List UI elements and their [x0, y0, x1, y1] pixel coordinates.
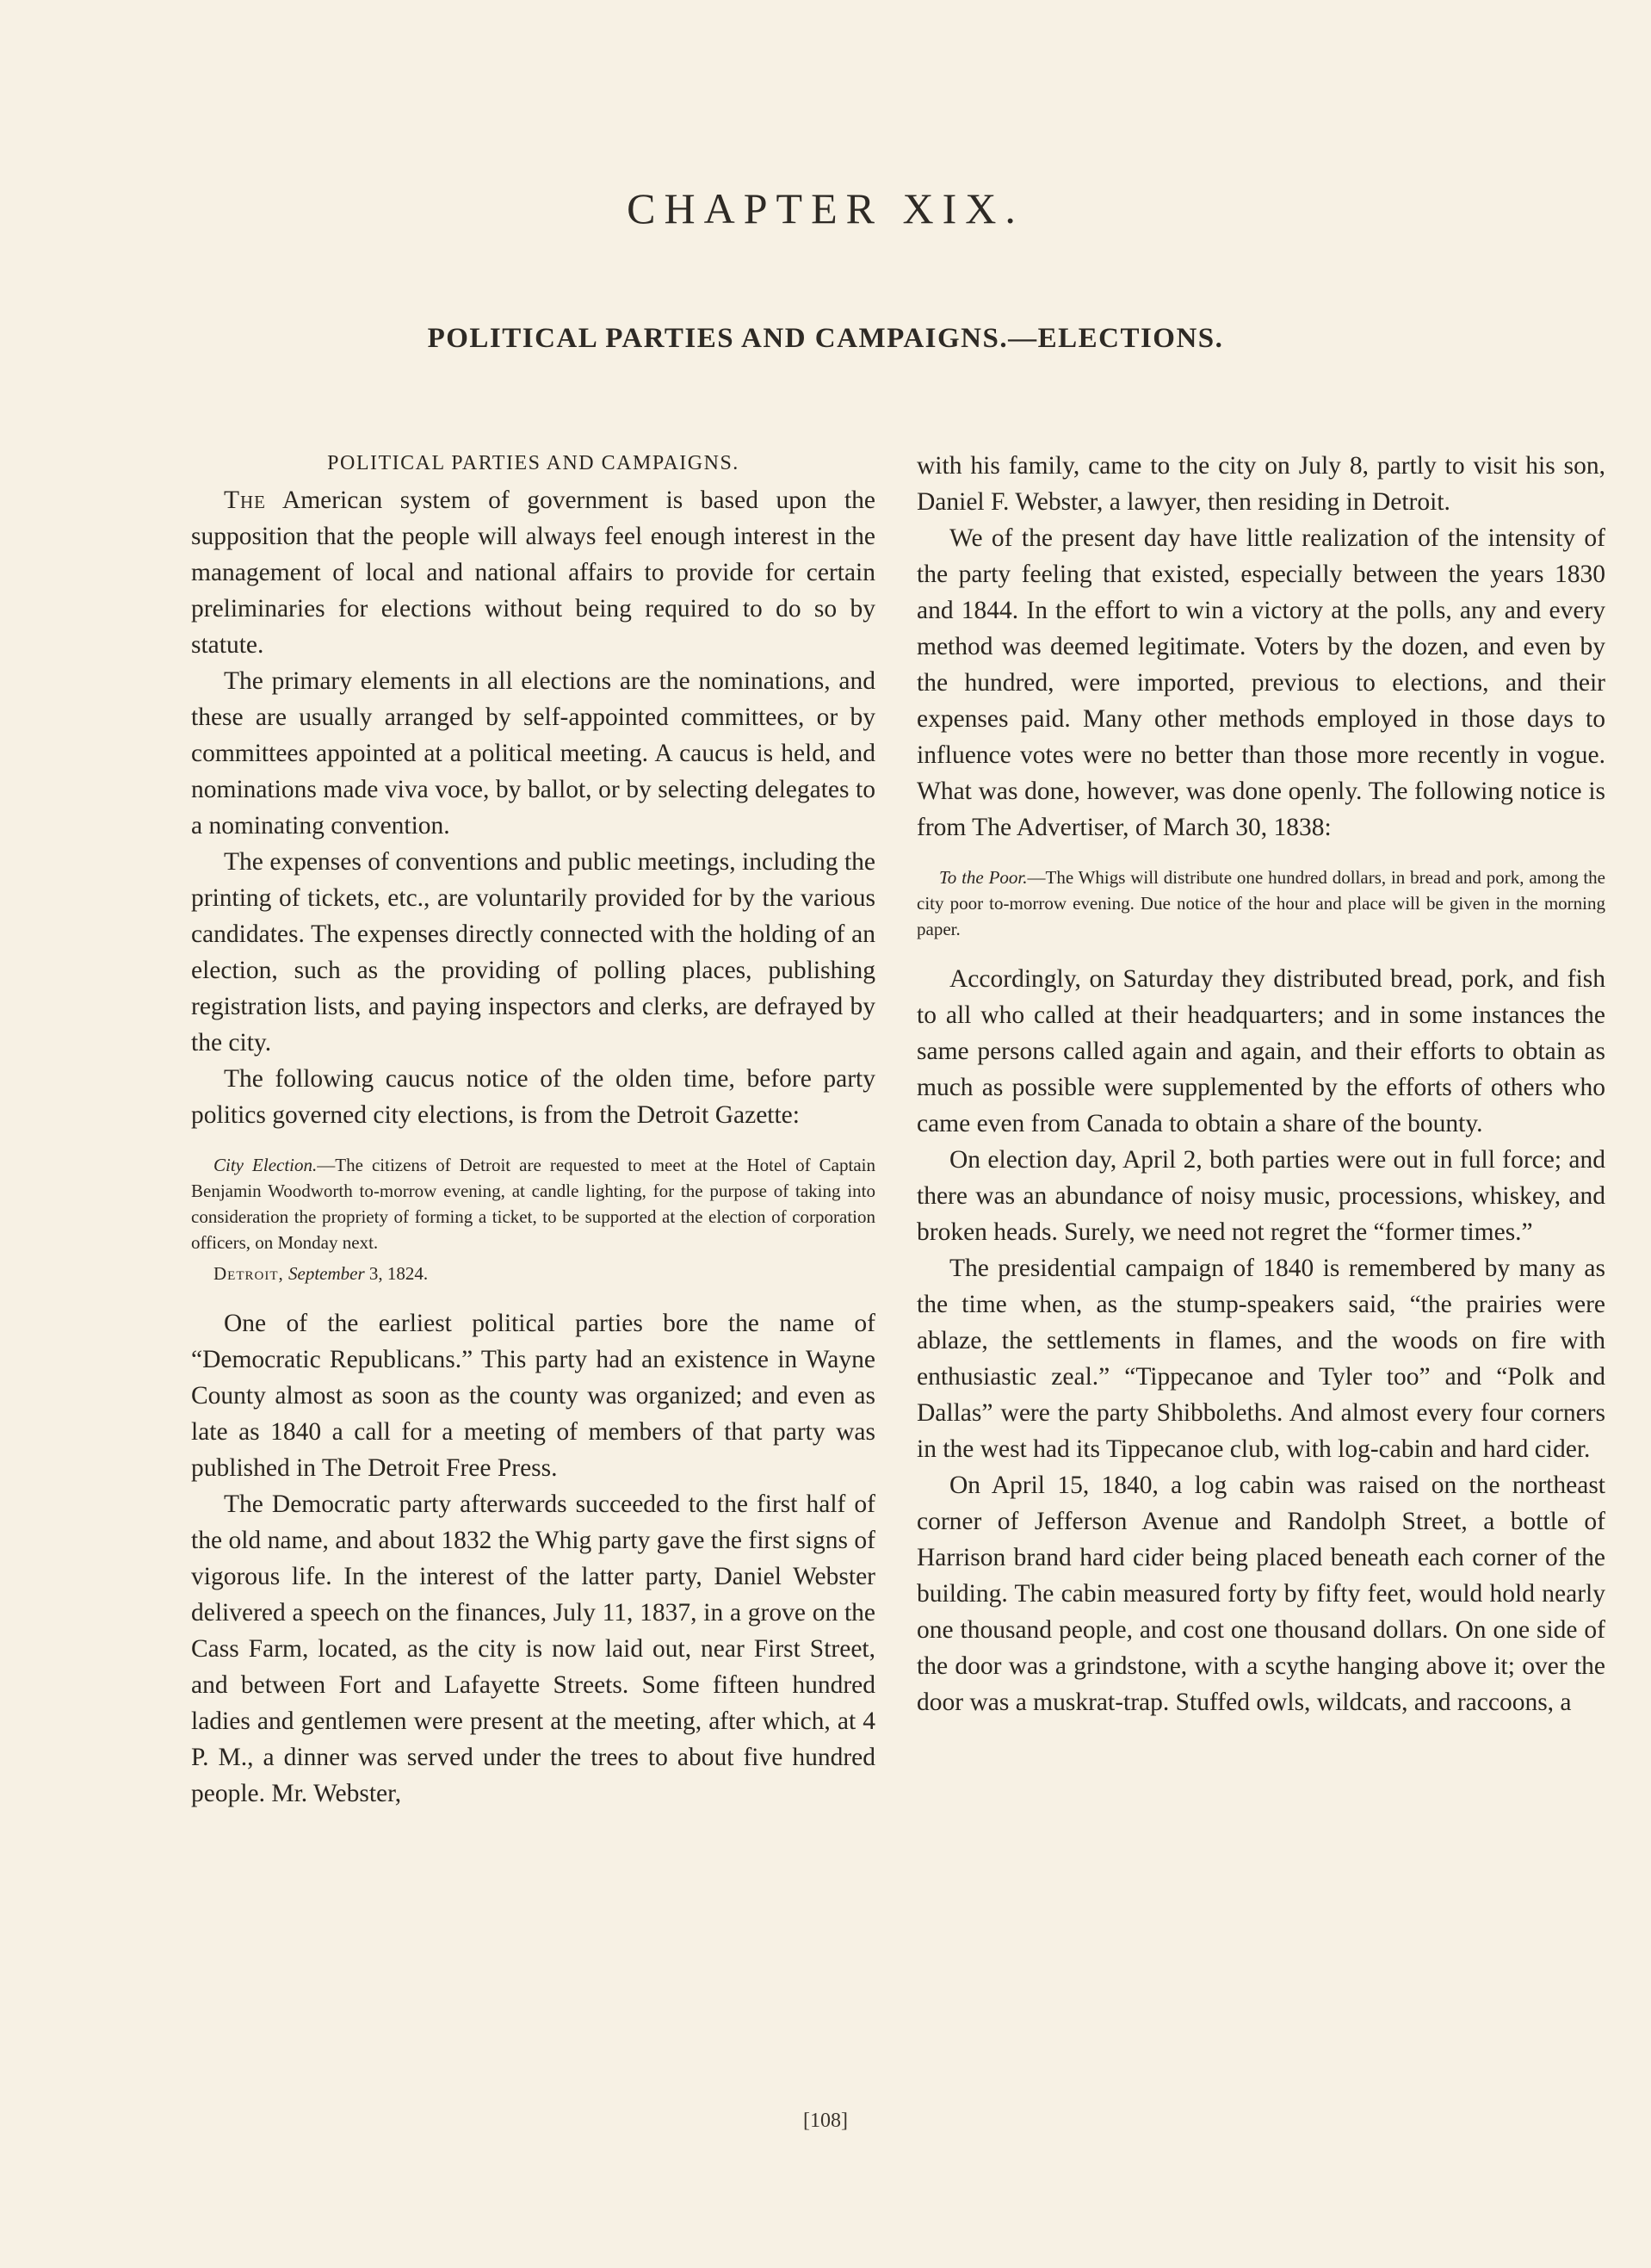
paragraph: On April 15, 1840, a log cabin was raised on the northeast corner of Jefferson Avenue and Randolph Street, a bottle of Harrison brand hard cider being placed beneath each corner of the building. The cabin measured forty by fifty feet, would hold nearly one thousand people, and cost one thousand dollars. On one side of the door was a grindstone, with a scythe hanging above it; over the door was a muskrat-trap. Stuffed owls, wildcats, and raccoons, a: [917, 1472, 1605, 1716]
quote-body: —The citizens of Detroit are requested to meet at the Hotel of Captain Benjamin Woodworth to-morrow evening, at candle lighting, for the purpose of taking into consideration the propriety of forming a ticket, to be supported at the election of corporation officers, on Monday next.: [191, 1155, 875, 1253]
quote-dateline: [191, 1261, 875, 1286]
paragraph-text: American system of government is based upon the supposition that the people will always feel enough interest in the management of local and national affairs to provide for certain preliminaries for elections without being required to do so by statute.: [191, 486, 875, 659]
lead-word: The: [224, 486, 267, 514]
paragraph: The following caucus notice of the olden time, before party politics governed city elections, is from the Detroit Gazette:: [191, 1065, 875, 1129]
chapter-heading: CHAPTER XIX.: [627, 184, 1024, 232]
left-column: [191, 448, 875, 1812]
paragraph: One of the earliest political parties bore the name of “Democratic Republicans.” This party had an existence in Wayne County almost as soon as the county was organized; and even as late as 1840 a call for a meeting of members of that party was published in The Detroit Free Press.: [191, 1310, 875, 1482]
paragraph: We of the present day have little realization of the intensity of the party feeling that existed, especially between the years 1830 and 1844. In the effort to win a victory at the polls, any and every method was deemed legitimate. Voters by the dozen, and even by the hundred, were imported, previous to elections, and their expenses paid. Many other methods employed in those days to influence votes were no better than those more recently in vogue. What was done, however, was done openly. The following notice is from The Advertiser, of March 30, 1838:: [917, 524, 1605, 841]
section-heading: POLITICAL PARTIES AND CAMPAIGNS.: [327, 452, 739, 474]
poor-notice-quote: [917, 864, 1605, 942]
paragraph: The expenses of conventions and public meetings, including the printing of tickets, etc., are voluntarily provided for by the various candidates. The expenses directly connected with the holding of an election, such as the providing of polling places, publishing registration lists, and paying inspectors and clerks, are defrayed by the city.: [191, 848, 875, 1057]
paragraph: On election day, April 2, both parties were out in full force; and there was an abundance of noisy music, processions, whiskey, and broken heads. Surely, we need not regret the “former times.”: [917, 1146, 1605, 1246]
paragraph: with his family, came to the city on July 8, partly to visit his son, Daniel F. Webster, a lawyer, then residing in Detroit.: [917, 452, 1605, 516]
paragraph: The Democratic party afterwards succeeded to the first half of the old name, and about 1832 the Whig party gave the first signs of vigorous life. In the interest of the latter party, Daniel Webster delivered a speech on the finances, July 11, 1837, in a grove on the Cass Farm, located, as the city is now laid out, near First Street, and between Fort and Lafayette Streets. Some fifteen hundred ladies and gentlemen were present at the meeting, after which, at 4 P. M., a dinner was served under the trees to about five hundred people. Mr. Webster,: [191, 1490, 875, 1807]
quote-title: City Election.: [213, 1155, 318, 1175]
paragraph: The primary elements in all elections are the nominations, and these are usually arranged by self-appointed committees, or by committees appointed at a political meeting. A caucus is held, and nominations made viva voce, by ballot, or by selecting delegates to a nominating convention.: [191, 667, 875, 840]
chapter-subtitle: POLITICAL PARTIES AND CAMPAIGNS.—ELECTIONS.: [427, 323, 1224, 354]
dateline-place: Detroit,: [213, 1263, 284, 1284]
page-number: [108]: [803, 2110, 848, 2132]
dateline-date: 3, 1824.: [368, 1263, 429, 1284]
paragraph: Accordingly, on Saturday they distributed bread, pork, and fish to all who called at their headquarters; and in some instances the same persons called again and again, and their efforts to obtain as much as possible were supplemented by the efforts of others who came even from Canada to obtain a share of the bounty.: [917, 965, 1605, 1137]
right-column: [917, 448, 1605, 1720]
dateline-month: September: [288, 1263, 365, 1284]
quote-body: —The Whigs will distribute one hundred dollars, in bread and pork, among the city poor to-morrow evening. Due notice of the hour and place will be given in the morning paper.: [917, 867, 1605, 939]
caucus-notice-quote: [191, 1152, 875, 1286]
quote-title: To the Poor.: [939, 867, 1028, 888]
paragraph: The presidential campaign of 1840 is remembered by many as the time when, as the stump-speakers said, “the prairies were ablaze, the settlements in flames, and the woods on fire with enthusiastic zeal.” “Tippecanoe and Tyler too” and “Polk and Dallas” were the party Shibboleths. And almost every four corners in the west had its Tippecanoe club, with log-cabin and hard cider.: [917, 1255, 1605, 1463]
paragraph: [191, 482, 875, 663]
